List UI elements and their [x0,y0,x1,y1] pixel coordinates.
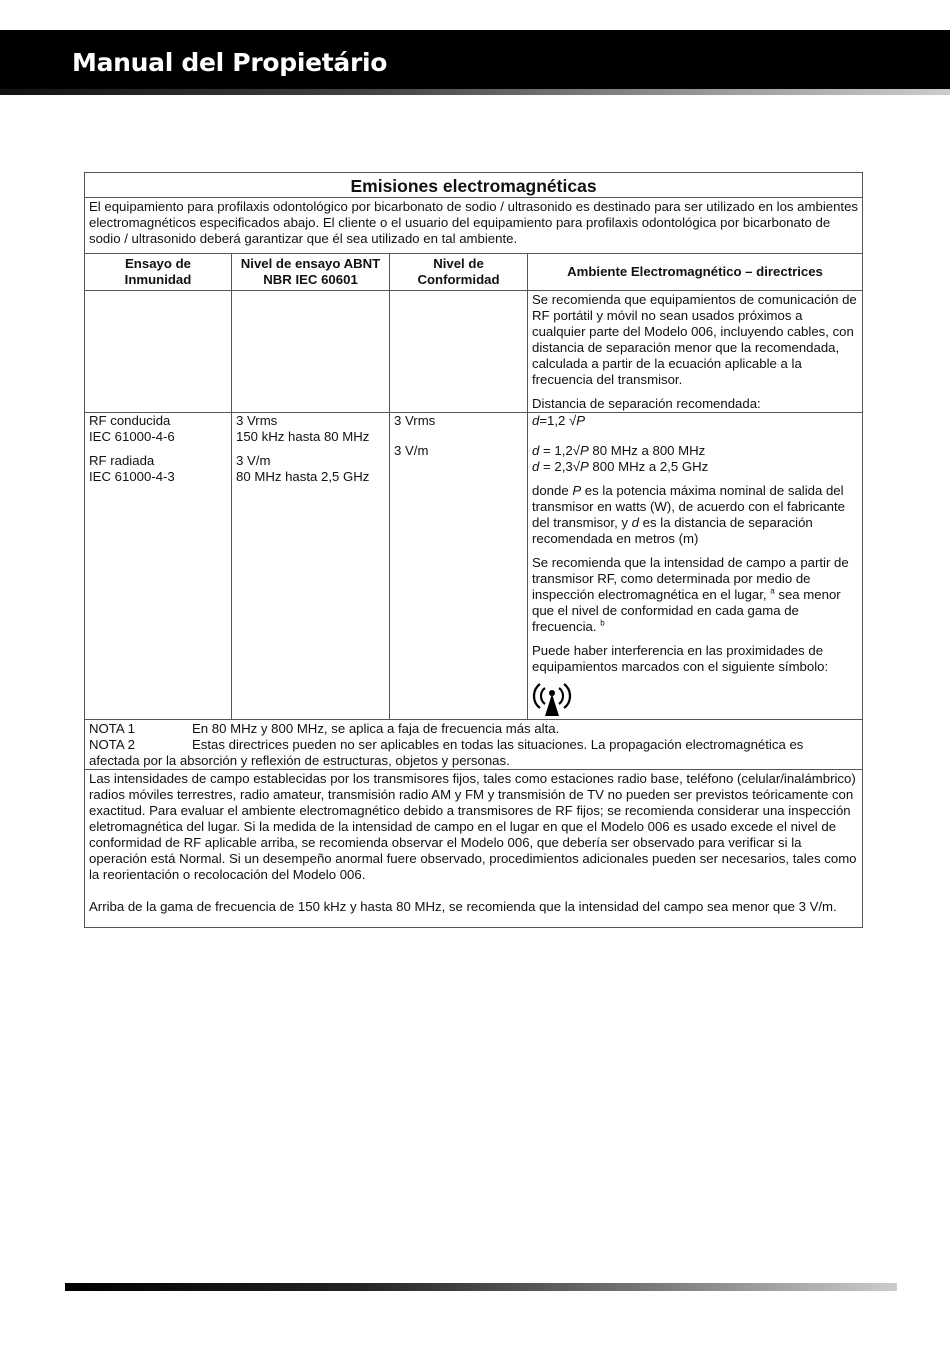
level2-value: 3 V/m [236,453,271,468]
formula-var: d [532,413,540,428]
footnotes-cell [85,770,863,928]
test2-std: IEC 61000-4-3 [89,469,175,484]
notes-cell [85,720,863,770]
empty-cell [232,291,390,413]
conformity-cell [390,413,528,720]
nota-1 [89,721,858,737]
level1-range: 150 kHz hasta 80 MHz [236,429,370,444]
formula-var: P [579,459,589,474]
recommendation-cell [528,291,863,413]
nota-text: Estas directrices pueden no ser aplicables en todas las situaciones. La propagación electromagnética es [192,737,804,752]
field-strength-text [532,555,858,635]
formula-text: = 2,3√ [539,459,580,474]
level-cell [232,413,390,720]
distance-label: Distancia de separación recomendada: [532,396,761,411]
formula-var: P [579,443,589,458]
formula-2 [532,443,858,459]
col-header-level-l1: Nivel de ensayo ABNT [240,256,381,271]
formula-3 [532,459,858,475]
field-part: sea menor que el nivel de conformidad en cada gama de frecuencia. [532,587,841,634]
conf1-value: 3 Vrms [394,413,436,428]
footnote-a: Las intensidades de campo establecidas por los transmisores fijos, tales como estaciones radio base, teléfono (celular/inalámbrico) radios móviles terrestres, radio amateur, transmisión radio AM y FM y transmisión de TV no pueden ser previstos teóricamente con exactitud. Para evaluar el ambiente electromagnético debido a transmisores de RF fijos; se recomienda considerar una inspección eletromagnética del lugar. Si la medida de la intensidad de campo en el lugar en que el Modelo 006 es usado excede el nivel de conformidad de RF aplicable arriba, se recomienda observar el Modelo 006, que debería ser observado para verificar si la operación está Normal. Si un desempeño anormal fuere observado, procedimientos adicionales pueden ser necesarios, tales como la reorientación o recolocación del Modelo 006. [89,771,857,882]
empty-cell [390,291,528,413]
level2-range: 80 MHz hasta 2,5 GHz [236,469,370,484]
footnote-ref: b [600,618,605,628]
non-ionizing-radiation-icon [532,679,572,717]
where-part: es la potencia máxima nominal de salida del transmisor en watts (W), de acuerdo con el fabricante del transmisor, y [532,483,845,530]
col-header-level-l2: NBR IEC 60601 [263,272,358,287]
recommendation-text: Se recomienda que equipamientos de comunicación de RF portátil y móvil no sean usados próximos a cualquier parte del Modelo 006, incluyendo cables, con distancia de separación menor que la recomendada, calculada a partir de la ecuación aplicable a la frecuencia del transmisor. [532,292,857,387]
formula-text: = 1,2√ [539,443,580,458]
level1-value: 3 Vrms [236,413,278,428]
test-cell [85,413,232,720]
formula-var: d [532,443,540,458]
nota-label: NOTA 1 [89,721,135,736]
field-part: Se recomienda que la intensidad de campo a partir de transmisor RF, como determinada por medio de inspección electromagnética en el lugar, [532,555,849,602]
footnote-ref: a [770,586,775,596]
formula-text: =1,2 √ [539,413,577,428]
formula-1 [532,413,858,429]
col-header-conformity-l1: Nivel de [433,256,484,271]
where-var: d [631,515,640,530]
interference-text: Puede haber interferencia en las proximidades de equipamientos marcados con el siguiente símbolo: [532,643,829,674]
col-header-environment: Ambiente Electromagnético – directrices [528,254,863,291]
where-var: P [572,483,582,498]
col-header-test-l1: Ensayo de [125,256,191,271]
table-intro: El equipamiento para profilaxis odontológico por bicarbonato de sodio / ultrasonido es destinado para ser utilizado en los ambientes electromagnéticos especificados abajo. El cliente o el usuario del equipamiento para profilaxis odontológica por bicarbonato de sodio / ultrasonido deberá garantizar que él sea utilizado en tal ambiente. [85,198,863,254]
formula-text: 80 MHz a 800 MHz [588,443,706,458]
header-gradient-bar [0,89,950,95]
where-part: donde [532,483,573,498]
footer-gradient-bar [65,1283,897,1291]
footnote-b: Arriba de la gama de frecuencia de 150 kHz y hasta 80 MHz, se recomienda que la intensidad del campo sea menor que 3 V/m. [89,899,837,914]
nota-label: NOTA 2 [89,737,135,752]
nota-2 [89,737,858,753]
page-header [0,30,950,92]
col-header-test [85,254,232,291]
emissions-table [84,172,863,928]
col-header-conformity-l2: Conformidad [417,272,500,287]
directives-cell [528,413,863,720]
nota-text: En 80 MHz y 800 MHz, se aplica a faja de frecuencia más alta. [192,721,560,736]
formula-text: 800 MHz a 2,5 GHz [588,459,709,474]
empty-cell [85,291,232,413]
formula-var: P [576,413,586,428]
nota-2-continued: afectada por la absorción y reflexión de estructuras, objetos y personas. [89,753,510,768]
col-header-conformity [390,254,528,291]
where-text [532,483,858,547]
test1-std: IEC 61000-4-6 [89,429,175,444]
test2-name: RF radiada [89,453,155,468]
conf2-value: 3 V/m [394,443,429,458]
page-title: Manual del Propietário [72,48,388,77]
test1-name: RF conducida [89,413,171,428]
col-header-level [232,254,390,291]
table-title: Emisiones electromagnéticas [85,173,863,198]
formula-var: d [532,459,540,474]
col-header-test-l2: Inmunidad [124,272,192,287]
where-part: es la distancia de separación recomendada en metros (m) [532,515,813,546]
